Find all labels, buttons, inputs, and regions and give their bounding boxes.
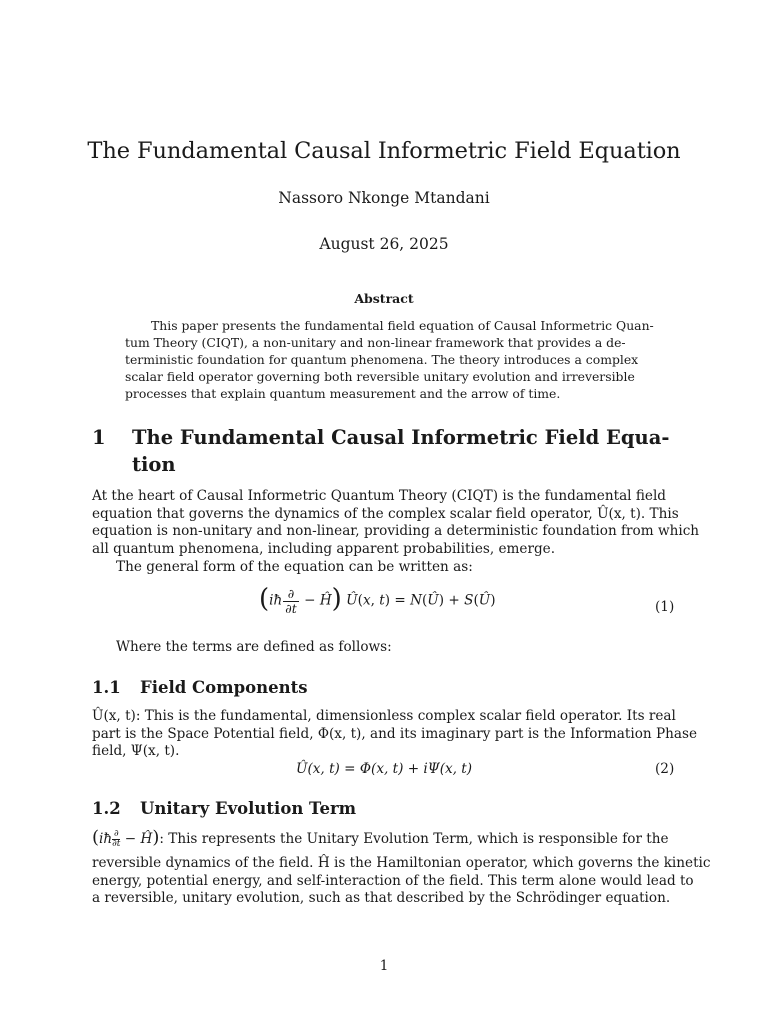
section-paragraph — [116, 639, 699, 657]
abstract-line: processes that explain quantum measurement and the arrow of time. — [125, 386, 561, 402]
paragraph-text: : This represents the Unitary Evolution Term, which is responsible for the — [159, 831, 669, 847]
paragraph-line: equation that governs the dynamics of the complex scalar field operator, Û(x, t). This — [92, 505, 679, 522]
paragraph-line: The general form of the equation can be written as: — [116, 559, 473, 575]
paragraph-line: Û(x, t): This is the fundamental, dimensionless complex scalar field operator. Its real — [92, 708, 676, 724]
subsection-paragraph — [92, 826, 711, 907]
abstract-line: tum Theory (CIQT), a non-unitary and non-linear framework that provides a de- — [125, 335, 626, 351]
publication-date: August 26, 2025 — [319, 235, 449, 253]
subsection-title: Unitary Evolution Term — [140, 799, 357, 818]
section-paragraph — [92, 488, 700, 558]
subsection-number: 1.1 — [92, 678, 121, 697]
equation-number: (1) — [655, 599, 675, 615]
section-title — [132, 424, 682, 478]
paragraph-line: At the heart of Causal Informetric Quantum Theory (CIQT) is the fundamental field — [92, 488, 667, 504]
section-paragraph — [116, 559, 699, 577]
equation-2: Û(x, t) = Φ(x, t) + iΨ(x, t) — [296, 761, 473, 777]
abstract-line: terministic foundation for quantum phenomena. The theory introduces a complex — [125, 352, 639, 368]
paragraph-line: Where the terms are defined as follows: — [116, 639, 392, 655]
page-number: 1 — [379, 958, 389, 974]
subsection-title: Field Components — [140, 678, 308, 697]
paragraph-line: all quantum phenomena, including apparent probabilities, emerge. — [92, 540, 556, 557]
paragraph-line: reversible dynamics of the field. Ĥ is the Hamiltonian operator, which governs the kinetic — [92, 855, 711, 871]
paragraph-line: equation is non-unitary and non-linear, providing a deterministic foundation from which — [92, 523, 700, 540]
abstract-line: scalar field operator governing both reversible unitary evolution and irreversible — [125, 369, 635, 385]
paragraph-line: (iħ ∂ ∂t − Ĥ): This represents the Unitary Evolution Term, which is responsible for the — [92, 826, 669, 849]
abstract-line: This paper presents the fundamental field equation of Causal Informetric Quan- — [151, 318, 654, 333]
section-title-line: The Fundamental Causal Informetric Field Equa- — [132, 426, 670, 449]
abstract-body — [125, 317, 654, 402]
subsection-paragraph — [92, 708, 697, 761]
paragraph-line: part is the Space Potential field, Φ(x, t), and its imaginary part is the Information Phase — [92, 725, 697, 742]
author-name: Nassoro Nkonge Mtandani — [278, 189, 490, 207]
abstract-heading: Abstract — [354, 291, 414, 306]
section-title-line: tion — [132, 453, 176, 476]
paragraph-line: energy, potential energy, and self-interaction of the field. This term alone would lead to — [92, 872, 694, 889]
subsection-number: 1.2 — [92, 799, 121, 818]
paragraph-line: field, Ψ(x, t). — [92, 743, 180, 760]
paragraph-line: a reversible, unitary evolution, such as that described by the Schrödinger equation. — [92, 890, 671, 907]
equation-1: (iħ $\frac{\partial}{\partial t}$ − Ĥ) Û(x, t) = N(Û) + S(Û) — [259, 584, 496, 616]
section-number: 1 — [92, 426, 106, 449]
equation-number: (2) — [655, 761, 675, 777]
section-heading — [92, 424, 692, 480]
paper-title: The Fundamental Causal Informetric Field Equation — [87, 138, 681, 164]
